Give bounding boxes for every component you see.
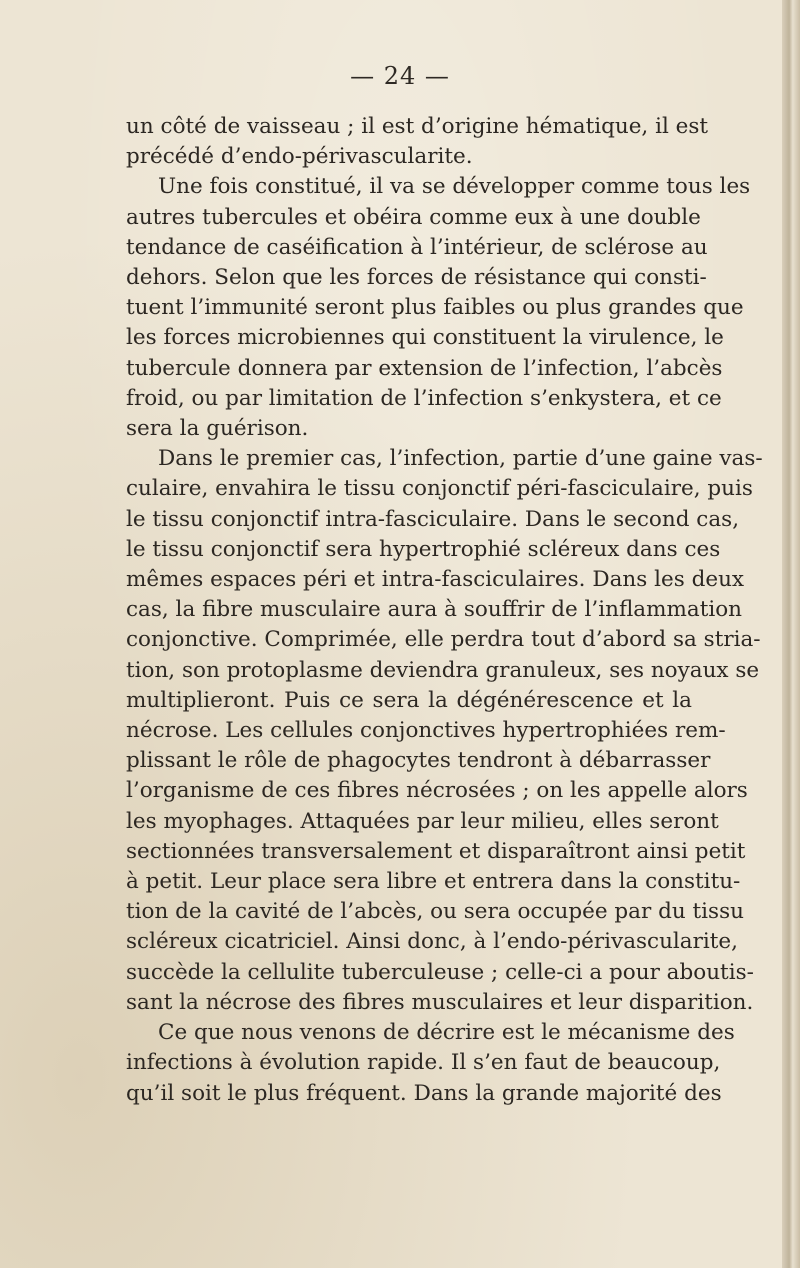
text-line: précédé d’endo-périvascularite.: [126, 144, 473, 170]
page-binding-edge: [782, 0, 800, 1268]
text-line: dehors. Selon que les forces de résistance qui consti-: [126, 265, 707, 291]
text-line: tion, son protoplasme deviendra granuleux, ses noyaux se: [126, 657, 760, 683]
text-line: mêmes espaces péri et intra-fasciculaires. Dans les deux: [126, 567, 745, 593]
text-line: les myophages. Attaquées par leur milieu, elles seront: [126, 808, 719, 834]
text-line: sant la nécrose des fibres musculaires et leur disparition.: [126, 989, 754, 1015]
text-line: plissant le rôle de phagocytes tendront à débarrasser: [126, 748, 711, 774]
text-line: sera la guérison.: [126, 416, 309, 442]
text-line: l’organisme de ces fibres nécrosées ; on les appelle alors: [126, 778, 748, 804]
text-line: à petit. Leur place sera libre et entrera dans la constitu-: [126, 869, 741, 895]
text-line: autres tubercules et obéira comme eux à une double: [126, 204, 701, 230]
text-line: succède la cellulite tuberculeuse ; celle-ci a pour aboutis-: [126, 959, 754, 985]
text-line: tubercule donnera par extension de l’infection, l’abcès: [126, 355, 723, 381]
text-line: conjonctive. Comprimée, elle perdra tout d’abord sa stria-: [126, 627, 761, 653]
body-text: [126, 112, 763, 1109]
text-line: cas, la fibre musculaire aura à souffrir de l’inflammation: [126, 597, 743, 623]
text-line: tion de la cavité de l’abcès, ou sera occupée par du tissu: [126, 899, 744, 925]
text-line: le tissu conjonctif intra-fasciculaire. Dans le second cas,: [126, 506, 740, 532]
text-line: culaire, envahira le tissu conjonctif péri-fasciculaire, puis: [126, 476, 753, 502]
text-line: nécrose. Les cellules conjonctives hypertrophiées rem-: [126, 718, 726, 744]
text-line: Une fois constitué, il va se développer comme tous les: [158, 174, 751, 200]
text-line: les forces microbiennes qui constituent la virulence, le: [126, 325, 724, 351]
text-line: scléreux cicatriciel. Ainsi donc, à l’endo-périvascularite,: [126, 929, 738, 955]
text-line: infections à évolution rapide. Il s’en faut de beaucoup,: [126, 1050, 721, 1076]
text-line: Ce que nous venons de décrire est le mécanisme des: [158, 1020, 735, 1046]
text-line: qu’il soit le plus fréquent. Dans la grande majorité des: [126, 1080, 722, 1106]
text-line: tendance de caséification à l’intérieur, de sclérose au: [126, 234, 708, 260]
text-line: le tissu conjonctif sera hypertrophié scléreux dans ces: [126, 536, 721, 562]
text-line: multiplieront. Puis ce sera la dégénérescence et la: [126, 687, 692, 713]
text-line: tuent l’immunité seront plus faibles ou plus grandes que: [126, 295, 744, 321]
text-line: un côté de vaisseau ; il est d’origine hématique, il est: [126, 114, 709, 139]
text-line: Dans le premier cas, l’infection, partie d’une gaine vas-: [158, 446, 763, 472]
text-line: sectionnées transversalement et disparaîtront ainsi petit: [126, 838, 746, 864]
text-line: froid, ou par limitation de l’infection s’enkystera, et ce: [126, 385, 722, 411]
page-number: — 24 —: [350, 62, 450, 90]
